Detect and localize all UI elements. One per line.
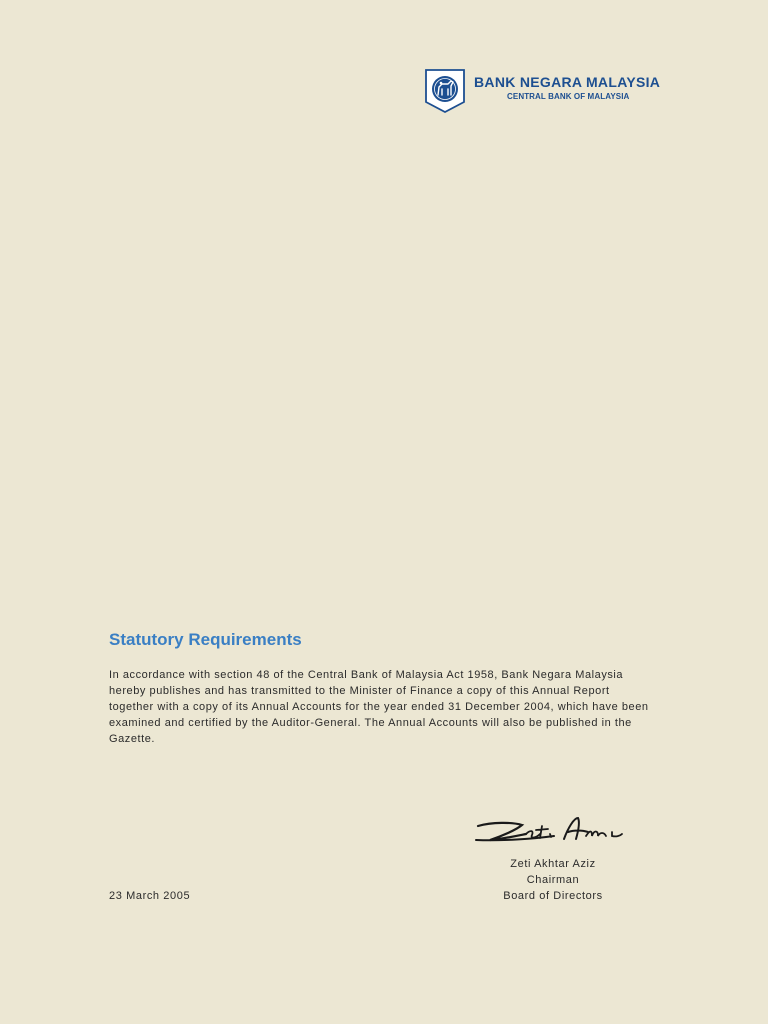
signatory-board: Board of Directors xyxy=(503,890,603,902)
statutory-paragraph: In accordance with section 48 of the Central Bank of Malaysia Act 1958, Bank Negara Malaysia hereby publishes and has transmitted to the Minister of Finance a copy of this Annual Report together with a copy of its Annual Accounts for the year ended 31 December 2004, which have been examined and certified by the Auditor-General. The Annual Accounts will also be published in the Gazette. xyxy=(109,669,649,745)
signatory-title: Chairman xyxy=(526,874,580,886)
logo-title: BANK NEGARA MALAYSIA xyxy=(474,74,661,90)
document-date: 23 March 2005 xyxy=(109,890,191,902)
signatory-name: Zeti Akhtar Aziz xyxy=(510,858,596,870)
bank-crest-icon xyxy=(424,68,466,114)
signatory-block xyxy=(470,856,636,904)
signature-image xyxy=(472,812,628,846)
section-heading: Statutory Requirements xyxy=(109,630,302,649)
logo-subtitle: CENTRAL BANK OF MALAYSIA xyxy=(507,92,630,101)
bank-logo xyxy=(424,68,674,116)
